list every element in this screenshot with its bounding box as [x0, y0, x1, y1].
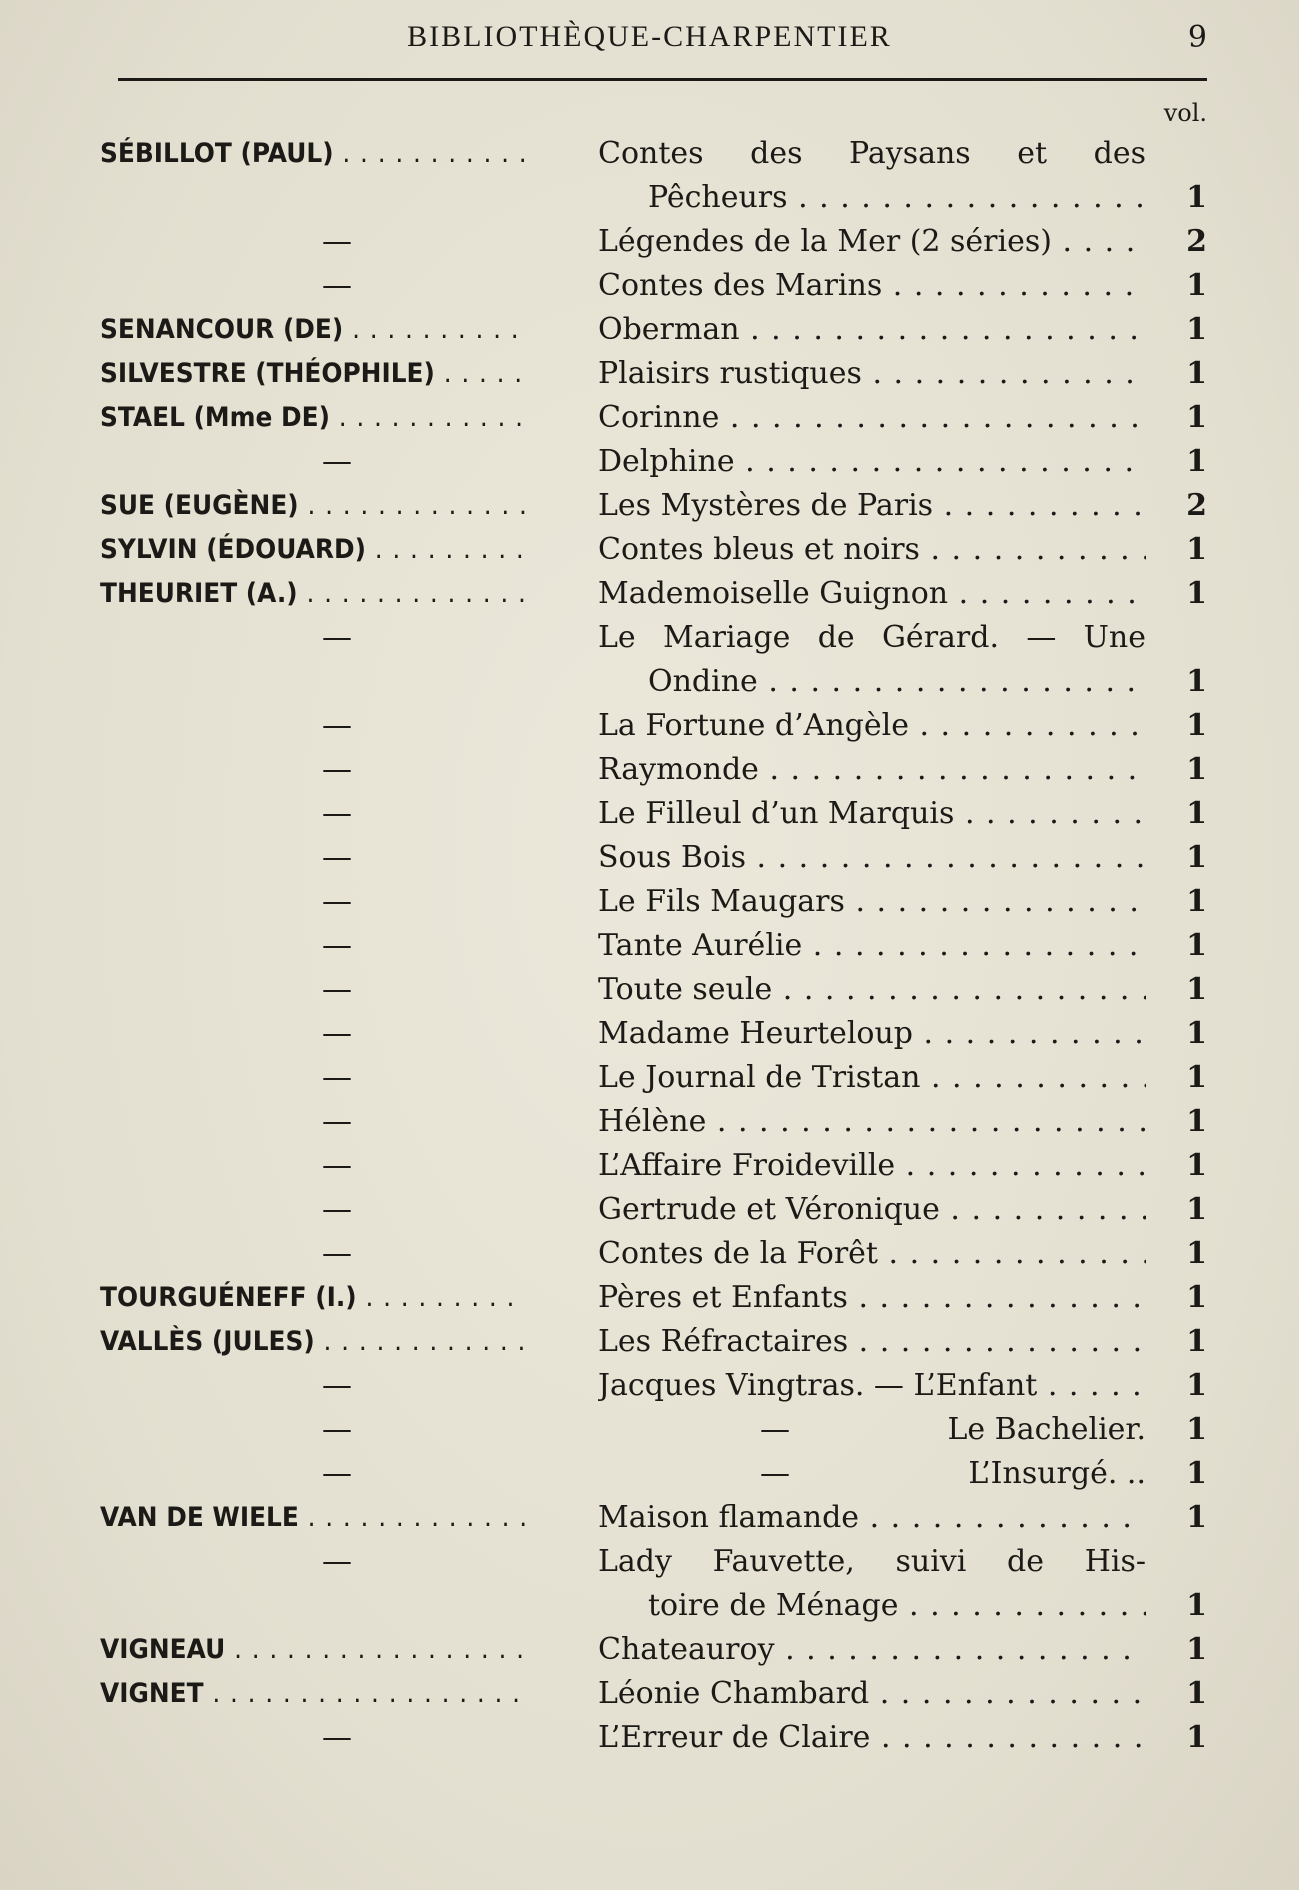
book-title: Ondine . . . [648, 660, 1146, 704]
catalog-line [0, 616, 1299, 660]
volume-count: 1 [1186, 1192, 1207, 1227]
catalog-line [0, 748, 1299, 792]
volume-count [1167, 132, 1207, 176]
catalog-line [0, 1672, 1299, 1716]
volume-count: 1 [1186, 1500, 1207, 1535]
volume-count: 1 [1186, 1588, 1207, 1623]
catalog-line [0, 1320, 1299, 1364]
book-title: La Fortune d’Angèle . . . [598, 704, 1146, 748]
author-name: VALLÈS (JULES) . . . [100, 1320, 525, 1364]
book-title: toire de Ménage . . . [648, 1584, 1146, 1628]
volume-count [1167, 1540, 1207, 1584]
ditto-dash: — [322, 1720, 352, 1755]
ditto-dash: — [322, 708, 352, 743]
sub-ditto-dash: — [760, 1412, 790, 1447]
running-title: BIBLIOTHÈQUE-CHARPENTIER [407, 20, 892, 53]
author-name: VIGNEAU . . . [100, 1628, 525, 1672]
volume-count: 1 [1186, 1104, 1207, 1139]
book-title: Contes des Marins . . . [598, 264, 1146, 308]
catalog-line [0, 968, 1299, 1012]
catalog-line [0, 1408, 1299, 1452]
author-name: TOURGUÉNEFF (I.) . . . [100, 1276, 525, 1320]
author-name: STAEL (Mme DE) . . . [100, 396, 525, 440]
catalog-line [0, 880, 1299, 924]
ditto-dash: — [322, 1060, 352, 1095]
book-title: Jacques Vingtras. — L’Enfant . . . [598, 1364, 1146, 1408]
book-title: L’Affaire Froideville . . . [598, 1144, 1146, 1188]
book-title: Légendes de la Mer (2 séries) . . . [598, 220, 1146, 264]
book-title: Maison flamande . . . [598, 1496, 1146, 1540]
author-name: SYLVIN (ÉDOUARD) . . . [100, 528, 525, 572]
catalog-line [0, 132, 1299, 176]
volume-count: 1 [1186, 884, 1207, 919]
ditto-dash: — [322, 1544, 352, 1579]
volume-count: 1 [1186, 1676, 1207, 1711]
author-name: VIGNET . . . [100, 1672, 525, 1716]
catalog-line [0, 660, 1299, 704]
ditto-dash: — [322, 444, 352, 479]
volume-count: 1 [1186, 1456, 1207, 1491]
book-title [700, 1452, 1146, 1496]
ditto-dash: — [322, 1368, 352, 1403]
catalog-line [0, 396, 1299, 440]
catalog-line [0, 1364, 1299, 1408]
ditto-dash: — [322, 1412, 352, 1447]
catalog-line [0, 1232, 1299, 1276]
volume-count: 1 [1186, 312, 1207, 347]
book-title: Madame Heurteloup . . . [598, 1012, 1146, 1056]
catalog-line [0, 440, 1299, 484]
catalog-line [0, 1276, 1299, 1320]
ditto-dash: — [322, 620, 352, 655]
ditto-dash: — [322, 1236, 352, 1271]
book-title: Contes bleus et noirs . . . [598, 528, 1146, 572]
catalog-line [0, 1012, 1299, 1056]
catalog-line [0, 1144, 1299, 1188]
ditto-dash: — [322, 928, 352, 963]
book-title: Gertrude et Véronique . . . [598, 1188, 1146, 1232]
book-title: Oberman . . . [598, 308, 1146, 352]
sub-title-text: L’Insurgé. .. [968, 1456, 1146, 1491]
volume-count: 1 [1186, 356, 1207, 391]
book-title: Pêcheurs . . . [648, 176, 1146, 220]
catalog-line [0, 1452, 1299, 1496]
book-title: Contes des Paysans et des [598, 136, 1146, 171]
catalog-line [0, 352, 1299, 396]
volume-count: 1 [1186, 928, 1207, 963]
book-title: Le Journal de Tristan . . . [598, 1056, 1146, 1100]
book-title: Mademoiselle Guignon . . . [598, 572, 1146, 616]
ditto-dash: — [322, 972, 352, 1007]
volume-count: 1 [1186, 708, 1207, 743]
book-title: Pères et Enfants . . . [598, 1276, 1146, 1320]
catalog-line [0, 1716, 1299, 1760]
volume-count: 1 [1186, 1368, 1207, 1403]
vol-column-label: vol. [1163, 99, 1207, 127]
author-name: SILVESTRE (THÉOPHILE) . . . [100, 352, 525, 396]
catalog-line [0, 924, 1299, 968]
ditto-dash: — [322, 268, 352, 303]
ditto-dash: — [322, 224, 352, 259]
catalog-line [0, 1540, 1299, 1584]
catalog-line [0, 528, 1299, 572]
catalog-line [0, 1584, 1299, 1628]
sub-ditto-dash: — [760, 1456, 790, 1491]
volume-count: 1 [1186, 972, 1207, 1007]
book-title: Sous Bois . . . [598, 836, 1146, 880]
page-number: 9 [1187, 20, 1207, 55]
book-title: Léonie Chambard . . . [598, 1672, 1146, 1716]
author-name: SENANCOUR (DE) . . . [100, 308, 525, 352]
catalog-line [0, 176, 1299, 220]
book-title: Toute seule . . . [598, 968, 1146, 1012]
catalog-line [0, 264, 1299, 308]
author-name: SUE (EUGÈNE) . . . [100, 484, 525, 528]
book-title: Les Mystères de Paris . . . [598, 484, 1146, 528]
ditto-dash: — [322, 796, 352, 831]
volume-count: 1 [1186, 664, 1207, 699]
ditto-dash: — [322, 840, 352, 875]
volume-count: 1 [1186, 1720, 1207, 1755]
catalog-line [0, 836, 1299, 880]
author-name: VAN DE WIELE . . . [100, 1496, 525, 1540]
ditto-dash: — [322, 1148, 352, 1183]
volume-count: 1 [1186, 444, 1207, 479]
book-title: Plaisirs rustiques . . . [598, 352, 1146, 396]
ditto-dash: — [322, 1456, 352, 1491]
book-title: Raymonde . . . [598, 748, 1146, 792]
volume-count: 1 [1186, 1016, 1207, 1051]
book-title: Delphine . . . [598, 440, 1146, 484]
book-title: Les Réfractaires . . . [598, 1320, 1146, 1364]
author-name: SÉBILLOT (PAUL) . . . [100, 132, 525, 176]
book-title: Lady Fauvette, suivi de His- [598, 1544, 1146, 1579]
volume-count: 1 [1186, 1236, 1207, 1271]
ditto-dash: — [322, 1192, 352, 1227]
volume-count: 1 [1186, 180, 1207, 215]
book-title: Le Mariage de Gérard. — Une [598, 620, 1146, 655]
ditto-dash: — [322, 1016, 352, 1051]
catalog-line [0, 220, 1299, 264]
sub-title-text: Le Bachelier. [947, 1412, 1146, 1447]
catalog-line [0, 484, 1299, 528]
catalog-line [0, 1188, 1299, 1232]
volume-count: 1 [1186, 532, 1207, 567]
volume-count: 1 [1186, 1412, 1207, 1447]
header-rule [118, 78, 1207, 81]
volume-count: 1 [1186, 1060, 1207, 1095]
volume-count: 1 [1186, 1280, 1207, 1315]
book-title: Le Fils Maugars . . . [598, 880, 1146, 924]
catalog-line [0, 704, 1299, 748]
catalog-line [0, 1496, 1299, 1540]
volume-count: 1 [1186, 400, 1207, 435]
ditto-dash: — [322, 1104, 352, 1139]
volume-count: 1 [1186, 1324, 1207, 1359]
volume-count: 1 [1186, 752, 1207, 787]
volume-count: 2 [1186, 488, 1207, 523]
book-title: Corinne . . . [598, 396, 1146, 440]
book-title: Le Filleul d’un Marquis . . . [598, 792, 1146, 836]
ditto-dash: — [322, 884, 352, 919]
book-title: Hélène . . . [598, 1100, 1146, 1144]
volume-count: 1 [1186, 840, 1207, 875]
author-name: THEURIET (A.) . . . [100, 572, 525, 616]
book-title: Tante Aurélie . . . [598, 924, 1146, 968]
catalog-line [0, 308, 1299, 352]
book-title [700, 1408, 1146, 1452]
catalog-line [0, 1056, 1299, 1100]
volume-count: 1 [1186, 576, 1207, 611]
book-title: L’Erreur de Claire . . . [598, 1716, 1146, 1760]
ditto-dash: — [322, 752, 352, 787]
catalog-line [0, 1100, 1299, 1144]
volume-count: 1 [1186, 796, 1207, 831]
page-header [0, 20, 1299, 70]
volume-count: 2 [1186, 224, 1207, 259]
book-title: Chateauroy . . . [598, 1628, 1146, 1672]
book-title: Contes de la Forêt . . . [598, 1232, 1146, 1276]
catalog-entries [0, 132, 1299, 1760]
volume-count [1167, 616, 1207, 660]
catalog-line [0, 792, 1299, 836]
catalog-line [0, 1628, 1299, 1672]
volume-count: 1 [1186, 1148, 1207, 1183]
volume-count: 1 [1186, 1632, 1207, 1667]
volume-count: 1 [1186, 268, 1207, 303]
catalog-line [0, 572, 1299, 616]
